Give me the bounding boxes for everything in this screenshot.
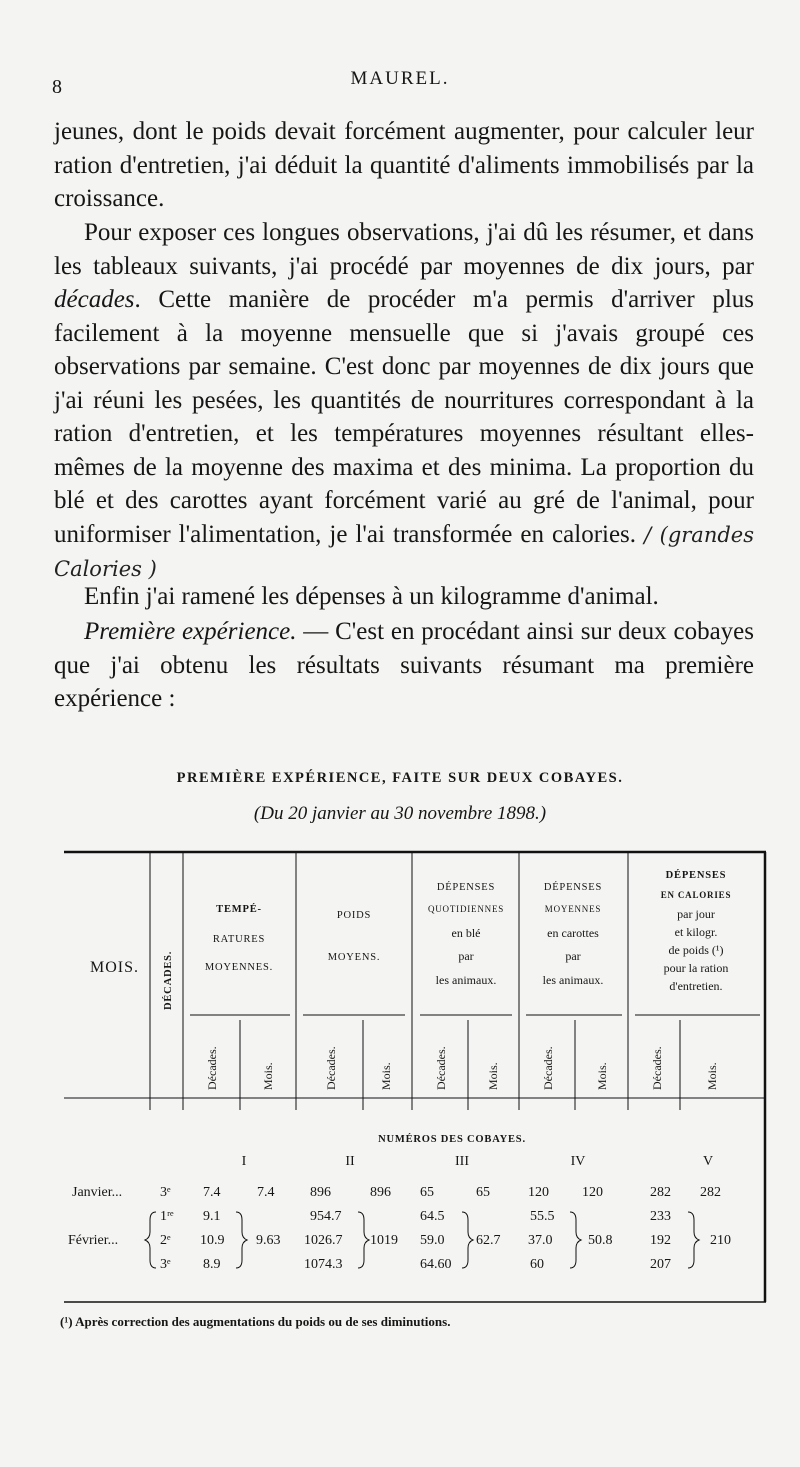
roman-4: IV [570, 1154, 586, 1169]
header-poids-1: POIDS [336, 910, 372, 921]
roman-2: II [345, 1154, 355, 1169]
header-dq-5: les animaux. [435, 973, 497, 987]
header-dq-4: par [458, 949, 474, 963]
header-temp-2: RATURES [212, 934, 266, 945]
paragraph-4-italic: Première expérience. [84, 618, 297, 645]
cell-cal-d: 233 [650, 1209, 671, 1224]
header-dm-4: par [565, 949, 581, 963]
paragraph-4-rest: — C'est en procédant ainsi sur deux cobayes que j'ai obtenu les résultats suivants résumant ma première expérience : [54, 618, 754, 712]
header-dc-2: EN CALORIES [660, 890, 732, 900]
cell-decade: 2ᵉ [160, 1233, 171, 1248]
cell-car-d: 120 [528, 1185, 549, 1200]
sub-decades-poids: Décades. [324, 1046, 338, 1090]
brace-month [145, 1212, 156, 1268]
sub-mois-cal: Mois. [705, 1062, 719, 1090]
header-dc-1: DÉPENSES [665, 870, 727, 881]
sub-decades-temp: Décades. [205, 1046, 219, 1090]
cell-ble-d: 59.0 [420, 1233, 445, 1248]
cell-decade: 1ʳᵉ [160, 1209, 174, 1224]
cell-month: Janvier... [72, 1185, 123, 1200]
sub-mois-temp: Mois. [261, 1062, 275, 1090]
header-dc-6: pour la ration [663, 961, 729, 975]
header-decades: DÉCADES. [163, 950, 174, 1010]
cell-ble-m: 65 [476, 1185, 490, 1200]
header-dq-3: en blé [451, 926, 481, 940]
header-dc-3: par jour [677, 907, 715, 921]
roman-3: III [455, 1154, 469, 1169]
sub-mois-car: Mois. [595, 1062, 609, 1090]
sub-decades-ble: Décades. [434, 1046, 448, 1090]
paragraph-2-part-a: Pour exposer ces longues observations, j'ai dû les résumer, et dans les tableaux suivants, j'ai procédé par moyennes de dix jours, par [54, 219, 754, 280]
sub-mois-poids: Mois. [379, 1062, 393, 1090]
header-dc-4: et kilogr. [674, 925, 718, 939]
cell-cal-d: 282 [650, 1185, 671, 1200]
header-dm-5: les animaux. [542, 973, 604, 987]
cell-poids-d: 896 [310, 1185, 331, 1200]
cell-decade: 3ᵉ [160, 1185, 171, 1200]
page-number: 8 [52, 76, 62, 98]
cell-temp-d: 7.4 [203, 1185, 221, 1200]
cell-car-m: 120 [582, 1185, 603, 1200]
cell-car-d: 55.5 [530, 1209, 555, 1224]
cell-decade: 3ᵉ [160, 1257, 171, 1272]
footnote: (¹) Après correction des augmentations du poids ou de ses diminutions. [60, 1314, 451, 1329]
header-dm-3: en carottes [547, 926, 599, 940]
brace-ble-m [462, 1212, 473, 1268]
cell-poids-m: 896 [370, 1185, 391, 1200]
table-row [72, 1185, 721, 1200]
header-dc-5: de poids (¹) [668, 943, 724, 957]
sub-decades-car: Décades. [541, 1046, 555, 1090]
data-table [0, 840, 800, 1310]
cell-poids-d: 1026.7 [304, 1233, 343, 1248]
header-poids-2: MOYENS. [327, 952, 381, 963]
table-row [160, 1257, 671, 1272]
cell-poids-m: 1019 [370, 1233, 398, 1248]
paragraph-1 [54, 115, 754, 216]
paragraph-2-text [54, 216, 754, 587]
cell-temp-m: 9.63 [256, 1233, 281, 1248]
table-row [68, 1233, 731, 1248]
cell-temp-d: 8.9 [203, 1257, 221, 1272]
header-temp-1: TEMPÉ- [216, 904, 262, 915]
cell-poids-d: 1074.3 [304, 1257, 343, 1272]
header-dq-1: DÉPENSES [436, 882, 496, 893]
sub-decades-cal: Décades. [650, 1046, 664, 1090]
cell-cal-d: 192 [650, 1233, 671, 1248]
cell-poids-d: 954.7 [310, 1209, 342, 1224]
paragraph-4 [54, 615, 754, 716]
cell-temp-d: 9.1 [203, 1209, 221, 1224]
paragraph-2-italic: décades [54, 286, 135, 313]
running-title: MAUREL. [350, 68, 450, 89]
paragraph-1-text: jeunes, dont le poids devait forcément augmenter, pour calculer leur ration d'entretien, j'ai déduit la quantité d'aliments immobilisés par la croissance. [54, 118, 754, 212]
roman-5: V [702, 1154, 714, 1169]
cell-car-d: 60 [530, 1257, 544, 1272]
paragraph-2 [54, 216, 754, 587]
table-subtitle: (Du 20 janvier au 30 novembre 1898.) [253, 803, 547, 824]
cell-ble-d: 64.60 [420, 1257, 452, 1272]
cell-temp-m: 7.4 [257, 1185, 275, 1200]
cell-temp-d: 10.9 [200, 1233, 225, 1248]
header-mois: MOIS. [90, 959, 140, 976]
cell-ble-m: 62.7 [476, 1233, 501, 1248]
handwritten-annotation: / (grandes Calories ) [54, 522, 754, 581]
cell-car-d: 37.0 [528, 1233, 553, 1248]
brace-temp-m [236, 1212, 247, 1268]
cell-ble-d: 65 [420, 1185, 434, 1200]
cell-ble-d: 64.5 [420, 1209, 445, 1224]
sub-mois-ble: Mois. [486, 1062, 500, 1090]
brace-car-m [570, 1212, 581, 1268]
table-title: PREMIÈRE EXPÉRIENCE, FAITE SUR DEUX COBAYES. [176, 770, 624, 786]
header-temp-3: MOYENNES. [204, 962, 274, 973]
paragraph-2-part-b: . Cette manière de procéder m'a permis d'arriver plus facilement à la moyenne mensuelle que si j'avais groupé ces observations par semaine. C'est donc par moyennes de dix jours que j'ai réuni les pesées, les quantités de nourritures correspondant à la ration d'entretien, et les températures moyennes résultant elles-mêmes de la moyenne des maxima et des minima. La proportion du blé et des carottes ayant forcément varié au gré de l'animal, pour uniformiser l'alimentation, je l'ai transformée en calories. [54, 286, 754, 548]
table-row [160, 1209, 671, 1224]
cell-cal-m: 210 [710, 1233, 731, 1248]
brace-cal-m [688, 1212, 699, 1268]
paragraph-4-text [54, 615, 754, 716]
cell-cal-m: 282 [700, 1185, 721, 1200]
header-dm-2: MOYENNES [544, 904, 602, 914]
cell-car-m: 50.8 [588, 1233, 613, 1248]
roman-1: I [241, 1154, 247, 1169]
brace-poids-m [358, 1212, 369, 1268]
header-dq-2: QUOTIDIENNES [427, 904, 505, 914]
paragraph-3 [54, 580, 754, 614]
section-label: NUMÉROS DES COBAYES. [378, 1134, 526, 1145]
cell-month: Février... [68, 1233, 119, 1248]
header-dm-1: DÉPENSES [543, 882, 603, 893]
paragraph-3-text: Enfin j'ai ramené les dépenses à un kilogramme d'animal. [84, 583, 659, 610]
header-dc-7: d'entretien. [669, 979, 723, 993]
cell-cal-d: 207 [650, 1257, 671, 1272]
